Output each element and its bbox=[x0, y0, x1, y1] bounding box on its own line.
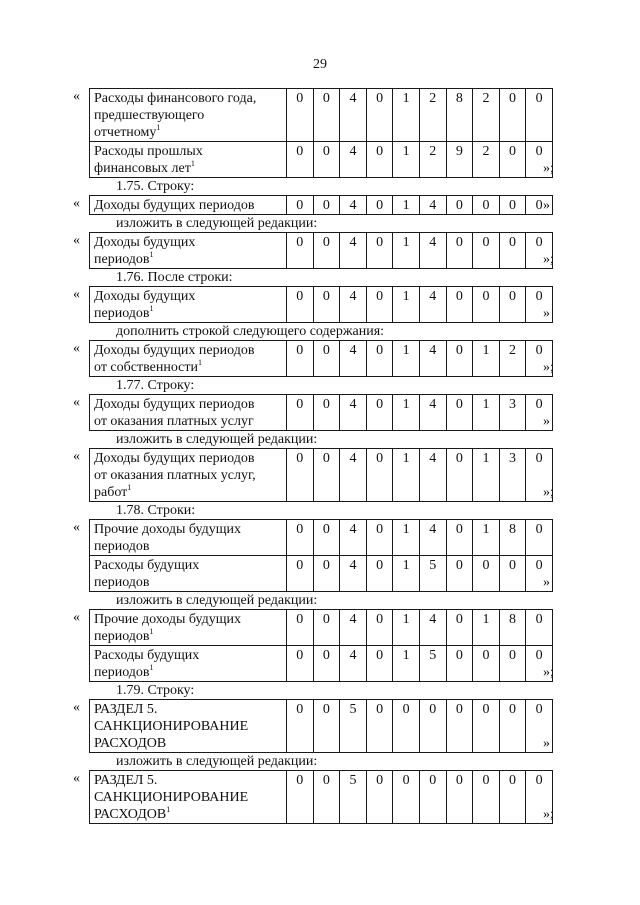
code-digit-cell: 0 bbox=[287, 520, 314, 556]
code-digit-cell: 0 bbox=[473, 196, 500, 215]
opening-quote: « bbox=[73, 771, 80, 786]
code-table-block bbox=[0, 609, 640, 682]
code-digit-cell: 0 bbox=[446, 520, 473, 556]
table-row bbox=[90, 341, 553, 377]
code-digit-cell: 4 bbox=[340, 142, 367, 178]
code-digit-cell: 0 bbox=[393, 700, 420, 753]
code-digit-cell: 0 bbox=[446, 287, 473, 323]
code-digit-cell: 9 bbox=[446, 142, 473, 178]
footnote-marker: 1 bbox=[149, 627, 154, 636]
code-digit-cell: 1 bbox=[473, 395, 500, 431]
opening-quote: « bbox=[73, 700, 80, 715]
code-digit-cell: 8 bbox=[446, 89, 473, 142]
code-digit-cell: 4 bbox=[340, 233, 367, 269]
code-digit-cell: 4 bbox=[419, 395, 446, 431]
code-digit-cell: 5 bbox=[340, 771, 367, 824]
instruction-text: изложить в следующей редакции: bbox=[116, 432, 318, 447]
code-digit-cell: 0 bbox=[366, 287, 393, 323]
code-digit-cell: 0 bbox=[313, 700, 340, 753]
account-code-table bbox=[89, 609, 553, 682]
table-row bbox=[90, 449, 553, 502]
footnote-marker: 1 bbox=[156, 123, 161, 132]
table-row bbox=[90, 700, 553, 753]
code-digit-cell: 4 bbox=[340, 646, 367, 682]
opening-quote: « bbox=[73, 610, 80, 625]
code-digit-cell: 1 bbox=[473, 610, 500, 646]
footnote-marker: 1 bbox=[198, 358, 203, 367]
code-digit-cell: 0 bbox=[313, 449, 340, 502]
account-name-cell: Доходы будущих периодов bbox=[90, 196, 287, 215]
code-digit-cell: 4 bbox=[419, 610, 446, 646]
code-digit-cell: 0 bbox=[473, 700, 500, 753]
code-digit-cell: 1 bbox=[473, 449, 500, 502]
table-row bbox=[90, 610, 553, 646]
code-table-block bbox=[0, 770, 640, 824]
code-digit-cell: 0 bbox=[446, 610, 473, 646]
code-digit-cell: 0 bbox=[499, 646, 526, 682]
code-digit-cell: 0 bbox=[446, 395, 473, 431]
code-digit-cell: 0 bbox=[287, 449, 314, 502]
code-table-block bbox=[0, 88, 640, 178]
table-row bbox=[90, 395, 553, 431]
code-digit-cell: 2 bbox=[499, 341, 526, 377]
account-name-cell: Прочие доходы будущих периодов$^1$ bbox=[90, 610, 287, 646]
code-digit-cell: 0 bbox=[499, 196, 526, 215]
page-number: 29 bbox=[313, 57, 327, 72]
opening-quote: « bbox=[73, 449, 80, 464]
footnote-marker: 1 bbox=[166, 805, 171, 814]
code-digit-cell: 0 bbox=[473, 287, 500, 323]
closing-quote: » bbox=[543, 414, 550, 429]
code-digit-cell: 0 bbox=[526, 556, 553, 592]
code-digit-cell: 0 bbox=[313, 287, 340, 323]
code-digit-cell: 0 bbox=[366, 196, 393, 215]
table-row bbox=[90, 287, 553, 323]
closing-quote: »; bbox=[543, 252, 554, 267]
code-digit-cell: 0 bbox=[313, 341, 340, 377]
code-digit-cell: 1 bbox=[393, 395, 420, 431]
table-row bbox=[90, 771, 553, 824]
opening-quote: « bbox=[73, 233, 80, 248]
code-table-block bbox=[0, 519, 640, 592]
account-code-table bbox=[89, 394, 553, 431]
table-row bbox=[90, 646, 553, 682]
closing-quote: »; bbox=[543, 665, 554, 680]
code-digit-cell: 0 bbox=[287, 771, 314, 824]
code-digit-cell: 0 bbox=[473, 771, 500, 824]
closing-quote: »; bbox=[543, 360, 554, 375]
account-code-table bbox=[89, 770, 553, 824]
instruction-text: 1.76. После строки: bbox=[116, 270, 233, 285]
code-digit-cell: 0 bbox=[526, 233, 553, 269]
code-digit-cell: 0 bbox=[287, 196, 314, 215]
code-digit-cell: 0 bbox=[313, 771, 340, 824]
instruction-text: 1.78. Строки: bbox=[116, 503, 196, 518]
instruction-text: изложить в следующей редакции: bbox=[116, 754, 318, 769]
code-digit-cell: 0 bbox=[499, 700, 526, 753]
table-row bbox=[90, 520, 553, 556]
code-table-block bbox=[0, 699, 640, 753]
code-digit-cell: 0 bbox=[287, 646, 314, 682]
document-body bbox=[0, 88, 640, 824]
code-digit-cell: 4 bbox=[419, 449, 446, 502]
code-digit-cell: 0 bbox=[526, 142, 553, 178]
code-digit-cell: 0 bbox=[287, 287, 314, 323]
code-digit-cell: 0 bbox=[313, 89, 340, 142]
table-row bbox=[90, 89, 553, 142]
code-table-block bbox=[0, 394, 640, 431]
code-digit-cell: 1 bbox=[473, 341, 500, 377]
code-digit-cell: 8 bbox=[499, 610, 526, 646]
code-digit-cell: 0 bbox=[526, 89, 553, 142]
code-digit-cell: 0 bbox=[313, 233, 340, 269]
account-code-table bbox=[89, 519, 553, 592]
code-table-block bbox=[0, 195, 640, 215]
code-digit-cell: 0 bbox=[313, 520, 340, 556]
code-digit-cell: 0 bbox=[446, 556, 473, 592]
code-digit-cell: 4 bbox=[340, 89, 367, 142]
code-digit-cell: 4 bbox=[340, 341, 367, 377]
code-digit-cell: 0 bbox=[446, 196, 473, 215]
code-digit-cell: 4 bbox=[340, 395, 367, 431]
code-digit-cell: 0 bbox=[366, 89, 393, 142]
code-digit-cell: 0 bbox=[287, 233, 314, 269]
code-digit-cell: 0 bbox=[287, 89, 314, 142]
account-name-cell: Доходы будущих периодов от оказания платных услуг, работ$^1$ bbox=[90, 449, 287, 502]
code-digit-cell: 0 bbox=[366, 395, 393, 431]
closing-quote: »; bbox=[543, 485, 554, 500]
closing-quote: »; bbox=[543, 807, 554, 822]
code-digit-cell: 1 bbox=[393, 556, 420, 592]
code-digit-cell: 1 bbox=[393, 646, 420, 682]
closing-quote: » bbox=[543, 736, 550, 751]
code-digit-cell: 4 bbox=[419, 341, 446, 377]
code-digit-cell: 4 bbox=[340, 196, 367, 215]
code-digit-cell: 0 bbox=[473, 556, 500, 592]
code-digit-cell: 0 bbox=[446, 700, 473, 753]
code-digit-cell: 0 bbox=[499, 233, 526, 269]
code-table-block bbox=[0, 286, 640, 323]
code-digit-cell: 1 bbox=[393, 196, 420, 215]
account-name-cell: РАЗДЕЛ 5. САНКЦИОНИРОВАНИЕ РАСХОДОВ bbox=[90, 700, 287, 753]
code-digit-cell: 4 bbox=[419, 233, 446, 269]
code-digit-cell: 8 bbox=[499, 520, 526, 556]
footnote-marker: 1 bbox=[149, 250, 154, 259]
instruction-text: изложить в следующей редакции: bbox=[116, 216, 318, 231]
code-digit-cell: 2 bbox=[473, 142, 500, 178]
table-row bbox=[90, 196, 553, 215]
code-digit-cell: 0 bbox=[526, 520, 553, 556]
code-digit-cell: 0 bbox=[499, 89, 526, 142]
account-name-cell: Доходы будущих периодов от оказания платных услуг bbox=[90, 395, 287, 431]
code-digit-cell: 4 bbox=[419, 196, 446, 215]
code-digit-cell: 0 bbox=[287, 700, 314, 753]
code-digit-cell: 0 bbox=[499, 771, 526, 824]
code-digit-cell: 0 bbox=[287, 610, 314, 646]
table-row bbox=[90, 556, 553, 592]
code-digit-cell: 0 bbox=[313, 196, 340, 215]
code-digit-cell: 0 bbox=[446, 771, 473, 824]
code-digit-cell: 0 bbox=[526, 341, 553, 377]
code-digit-cell: 0 bbox=[446, 233, 473, 269]
code-digit-cell: 0 bbox=[313, 142, 340, 178]
code-digit-cell: 2 bbox=[473, 89, 500, 142]
account-code-table bbox=[89, 340, 553, 377]
code-digit-cell: 0 bbox=[366, 520, 393, 556]
code-digit-cell: 0 bbox=[419, 771, 446, 824]
instruction-text: дополнить строкой следующего содержания: bbox=[116, 324, 385, 339]
code-digit-cell: 4 bbox=[419, 520, 446, 556]
account-name-cell: Расходы будущих периодов bbox=[90, 556, 287, 592]
opening-quote: « bbox=[73, 287, 80, 302]
code-digit-cell: 0 bbox=[526, 449, 553, 502]
table-row bbox=[90, 142, 553, 178]
code-digit-cell: 1 bbox=[393, 610, 420, 646]
account-code-table bbox=[89, 195, 553, 215]
footnote-marker: 1 bbox=[190, 159, 195, 168]
closing-quote: » bbox=[543, 198, 550, 213]
code-digit-cell: 0 bbox=[473, 646, 500, 682]
code-digit-cell: 4 bbox=[419, 287, 446, 323]
code-digit-cell: 0 bbox=[313, 610, 340, 646]
account-code-table bbox=[89, 448, 553, 502]
account-name-cell: Доходы будущих периодов$^1$ bbox=[90, 287, 287, 323]
code-digit-cell: 0 bbox=[499, 556, 526, 592]
code-digit-cell: 0 bbox=[526, 395, 553, 431]
code-digit-cell: 1 bbox=[473, 520, 500, 556]
account-name-cell: Расходы прошлых финансовых лет$^1$ bbox=[90, 142, 287, 178]
instruction-text: 1.75. Строку: bbox=[116, 179, 195, 194]
code-digit-cell: 1 bbox=[393, 520, 420, 556]
account-name-cell: Доходы будущих периодов$^1$ bbox=[90, 233, 287, 269]
code-digit-cell: 1 bbox=[393, 233, 420, 269]
code-digit-cell: 0 bbox=[446, 646, 473, 682]
code-digit-cell: 0 bbox=[287, 142, 314, 178]
code-digit-cell: 1 bbox=[393, 142, 420, 178]
code-digit-cell: 3 bbox=[499, 449, 526, 502]
instruction-text: изложить в следующей редакции: bbox=[116, 593, 318, 608]
code-digit-cell: 4 bbox=[340, 610, 367, 646]
code-digit-cell: 0 bbox=[366, 700, 393, 753]
closing-quote: » bbox=[543, 575, 550, 590]
instruction-text: 1.77. Строку: bbox=[116, 378, 195, 393]
footnote-marker: 1 bbox=[127, 483, 132, 492]
code-digit-cell: 0 bbox=[366, 610, 393, 646]
code-digit-cell: 0 bbox=[526, 196, 553, 215]
code-digit-cell: 0 bbox=[526, 287, 553, 323]
code-digit-cell: 0 bbox=[446, 341, 473, 377]
code-digit-cell: 0 bbox=[419, 700, 446, 753]
account-name-cell: Доходы будущих периодов от собственности$^1$ bbox=[90, 341, 287, 377]
account-code-table bbox=[89, 286, 553, 323]
opening-quote: « bbox=[73, 196, 80, 211]
code-digit-cell: 1 bbox=[393, 341, 420, 377]
code-digit-cell: 0 bbox=[526, 771, 553, 824]
account-name-cell: Прочие доходы будущих периодов bbox=[90, 520, 287, 556]
code-digit-cell: 0 bbox=[446, 449, 473, 502]
code-digit-cell: 0 bbox=[313, 556, 340, 592]
code-table-block bbox=[0, 340, 640, 377]
code-digit-cell: 0 bbox=[526, 700, 553, 753]
account-code-table bbox=[89, 88, 553, 178]
closing-quote: » bbox=[543, 306, 550, 321]
code-digit-cell: 4 bbox=[340, 520, 367, 556]
code-digit-cell: 4 bbox=[340, 287, 367, 323]
code-digit-cell: 5 bbox=[340, 700, 367, 753]
code-digit-cell: 4 bbox=[340, 556, 367, 592]
code-digit-cell: 0 bbox=[366, 233, 393, 269]
account-code-table bbox=[89, 699, 553, 753]
code-digit-cell: 0 bbox=[366, 771, 393, 824]
code-digit-cell: 5 bbox=[419, 646, 446, 682]
code-digit-cell: 0 bbox=[366, 556, 393, 592]
code-table-block bbox=[0, 448, 640, 502]
instruction-text: 1.79. Строку: bbox=[116, 683, 195, 698]
closing-quote: »; bbox=[543, 161, 554, 176]
opening-quote: « bbox=[73, 89, 80, 104]
code-digit-cell: 2 bbox=[419, 89, 446, 142]
code-digit-cell: 0 bbox=[499, 142, 526, 178]
account-name-cell: Расходы финансового года, предшествующего отчетному$^1$ bbox=[90, 89, 287, 142]
code-digit-cell: 1 bbox=[393, 89, 420, 142]
code-digit-cell: 0 bbox=[313, 646, 340, 682]
opening-quote: « bbox=[73, 395, 80, 410]
code-digit-cell: 1 bbox=[393, 287, 420, 323]
opening-quote: « bbox=[73, 520, 80, 535]
code-digit-cell: 0 bbox=[473, 233, 500, 269]
code-digit-cell: 3 bbox=[499, 395, 526, 431]
code-digit-cell: 4 bbox=[340, 449, 367, 502]
code-digit-cell: 0 bbox=[526, 646, 553, 682]
account-name-cell: РАЗДЕЛ 5. САНКЦИОНИРОВАНИЕ РАСХОДОВ$^1$ bbox=[90, 771, 287, 824]
account-name-cell: Расходы будущих периодов$^1$ bbox=[90, 646, 287, 682]
opening-quote: « bbox=[73, 341, 80, 356]
code-digit-cell: 0 bbox=[366, 449, 393, 502]
code-digit-cell: 0 bbox=[526, 610, 553, 646]
code-digit-cell: 0 bbox=[393, 771, 420, 824]
code-digit-cell: 0 bbox=[287, 341, 314, 377]
code-digit-cell: 1 bbox=[393, 449, 420, 502]
code-table-block bbox=[0, 232, 640, 269]
code-digit-cell: 0 bbox=[287, 395, 314, 431]
footnote-marker: 1 bbox=[149, 663, 154, 672]
footnote-marker: 1 bbox=[149, 304, 154, 313]
code-digit-cell: 0 bbox=[366, 646, 393, 682]
code-digit-cell: 0 bbox=[499, 287, 526, 323]
table-row bbox=[90, 233, 553, 269]
code-digit-cell: 0 bbox=[313, 395, 340, 431]
code-digit-cell: 2 bbox=[419, 142, 446, 178]
account-code-table bbox=[89, 232, 553, 269]
code-digit-cell: 0 bbox=[287, 556, 314, 592]
code-digit-cell: 0 bbox=[366, 341, 393, 377]
code-digit-cell: 5 bbox=[419, 556, 446, 592]
code-digit-cell: 0 bbox=[366, 142, 393, 178]
